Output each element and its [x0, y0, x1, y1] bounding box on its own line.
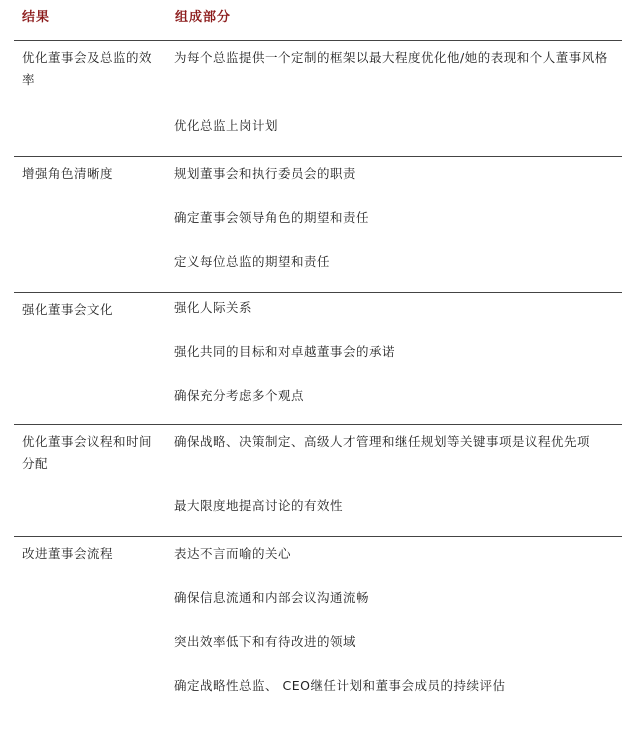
- section-director-efficiency: [14, 40, 622, 157]
- result-label: 改进董事会流程: [22, 546, 114, 561]
- component-item: 优化总监上岗计划: [174, 118, 279, 133]
- component-item: 表达不言而喻的关心: [174, 546, 292, 561]
- component-item: 确保信息流通和内部会议沟通流畅: [174, 590, 370, 605]
- section-role-clarity: [14, 156, 622, 293]
- component-item: 最大限度地提高讨论的有效性: [174, 498, 344, 513]
- component-item: 确保战略、决策制定、高级人才管理和继任规划等关键事项是议程优先项: [174, 434, 591, 449]
- component-item: 确定董事会领导角色的期望和责任: [174, 210, 370, 225]
- section-board-culture: [14, 292, 622, 425]
- header-result: 结果: [22, 10, 51, 25]
- component-item: 强化共同的目标和对卓越董事会的承诺: [174, 344, 396, 359]
- section-agenda-time: [14, 424, 622, 537]
- result-label: 增强角色清晰度: [22, 166, 114, 181]
- component-item: 为每个总监提供一个定制的框架以最大程度优化他/她的表现和个人董事风格: [174, 50, 608, 65]
- header-components: 组成部分: [175, 10, 232, 25]
- component-item: 突出效率低下和有待改进的领域: [174, 634, 357, 649]
- result-label: 强化董事会文化: [22, 302, 114, 317]
- component-item: 强化人际关系: [174, 300, 253, 315]
- result-label: 优化董事会及总监的效率: [22, 50, 153, 87]
- section-board-process: [14, 536, 622, 717]
- component-item: 确保充分考虑多个观点: [174, 388, 305, 403]
- table-header: [0, 0, 640, 40]
- component-item: 确定战略性总监、 CEO继任计划和董事会成员的持续评估: [174, 678, 506, 693]
- component-item: 规划董事会和执行委员会的职责: [174, 166, 357, 181]
- component-item: 定义每位总监的期望和责任: [174, 254, 331, 269]
- result-label: 优化董事会议程和时间分配: [22, 434, 153, 471]
